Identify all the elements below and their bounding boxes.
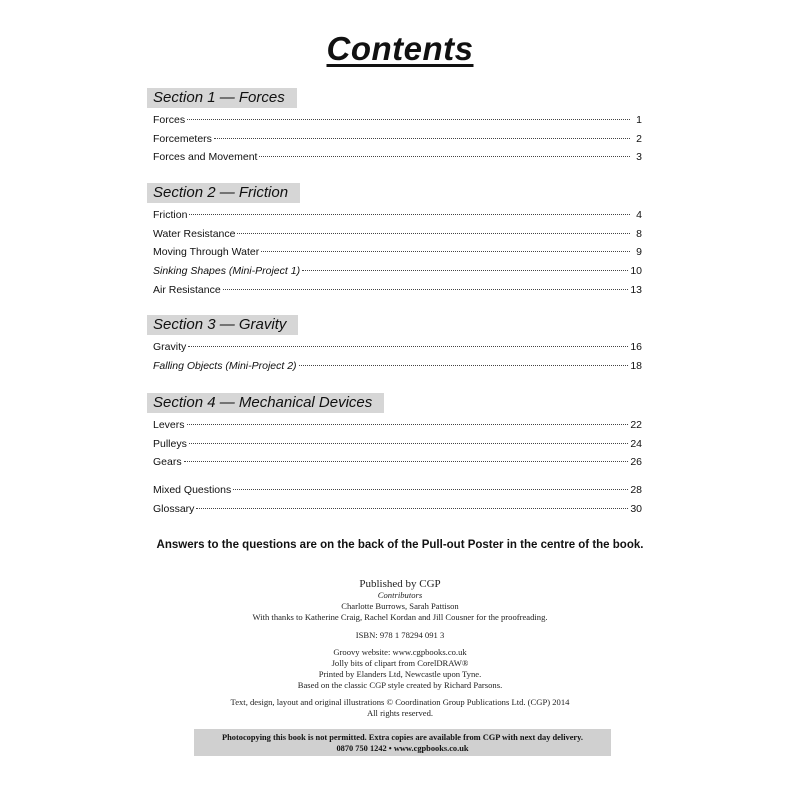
section-heading: Section 2 — Friction: [147, 183, 300, 203]
contributors-heading: Contributors: [377, 590, 423, 600]
section-heading: Section 1 — Forces: [147, 88, 297, 108]
toc-entry[interactable]: Gears 26: [153, 456, 642, 469]
toc-entry[interactable]: Pulleys 24: [153, 437, 642, 450]
toc-entry[interactable]: Air Resistance 13: [153, 283, 642, 296]
isbn: ISBN: 978 1 78294 091 3: [355, 630, 445, 640]
notice-line: Photocopying this book is not permitted. Extra copies are available from CGP with next day delivery.: [222, 733, 583, 742]
published-by: Published by CGP: [359, 578, 441, 590]
toc-entry[interactable]: Sinking Shapes (Mini-Project 1) 10: [153, 265, 642, 278]
toc-entry[interactable]: Levers 22: [153, 419, 642, 431]
toc-entry[interactable]: Water Resistance 8: [153, 227, 642, 240]
section-heading: Section 3 — Gravity: [147, 315, 298, 335]
toc-entry[interactable]: Forces and Movement 3: [153, 151, 642, 164]
toc-entry[interactable]: Moving Through Water 9: [153, 246, 642, 259]
contributors: Charlotte Burrows, Sarah Pattison: [341, 601, 459, 611]
section-friction: [147, 183, 642, 302]
section-forces: [147, 88, 642, 170]
website: Groovy website: www.cgpbooks.co.uk: [333, 647, 467, 657]
extras-list: [147, 484, 642, 521]
section-mechanical-devices: [147, 393, 642, 475]
toc-entry[interactable]: Mixed Questions 28: [153, 484, 642, 496]
credits-block: [0, 579, 800, 719]
section-gravity: [147, 315, 642, 378]
toc-entry[interactable]: Gravity 16: [153, 341, 642, 353]
toc-entry[interactable]: Falling Objects (Mini-Project 2) 18: [153, 359, 642, 372]
copyright: Text, design, layout and original illustrations © Coordination Group Publications Ltd. (CGP) 2014: [230, 697, 570, 707]
toc-entry[interactable]: Forces 1: [153, 114, 642, 126]
photocopy-notice: [194, 729, 611, 756]
clipart: Jolly bits of clipart from CorelDRAW®: [331, 658, 469, 668]
style-credit: Based on the classic CGP style created by Richard Parsons.: [297, 680, 503, 690]
page-title: Contents: [326, 30, 474, 67]
rights: All rights reserved.: [366, 708, 434, 718]
notice-contact: 0870 750 1242 • www.cgpbooks.co.uk: [336, 744, 469, 753]
answers-note: Answers to the questions are on the back of the Pull-out Poster in the centre of the book.: [156, 539, 644, 551]
toc-entry[interactable]: Glossary 30: [153, 502, 642, 515]
printer: Printed by Elanders Ltd, Newcastle upon Tyne.: [318, 669, 482, 679]
thanks: With thanks to Katherine Craig, Rachel Kordan and Jill Cousner for the proofreading.: [252, 612, 548, 622]
section-heading: Section 4 — Mechanical Devices: [147, 393, 384, 413]
toc-entry[interactable]: Forcemeters 2: [153, 132, 642, 145]
toc-entry[interactable]: Friction 4: [153, 209, 642, 221]
